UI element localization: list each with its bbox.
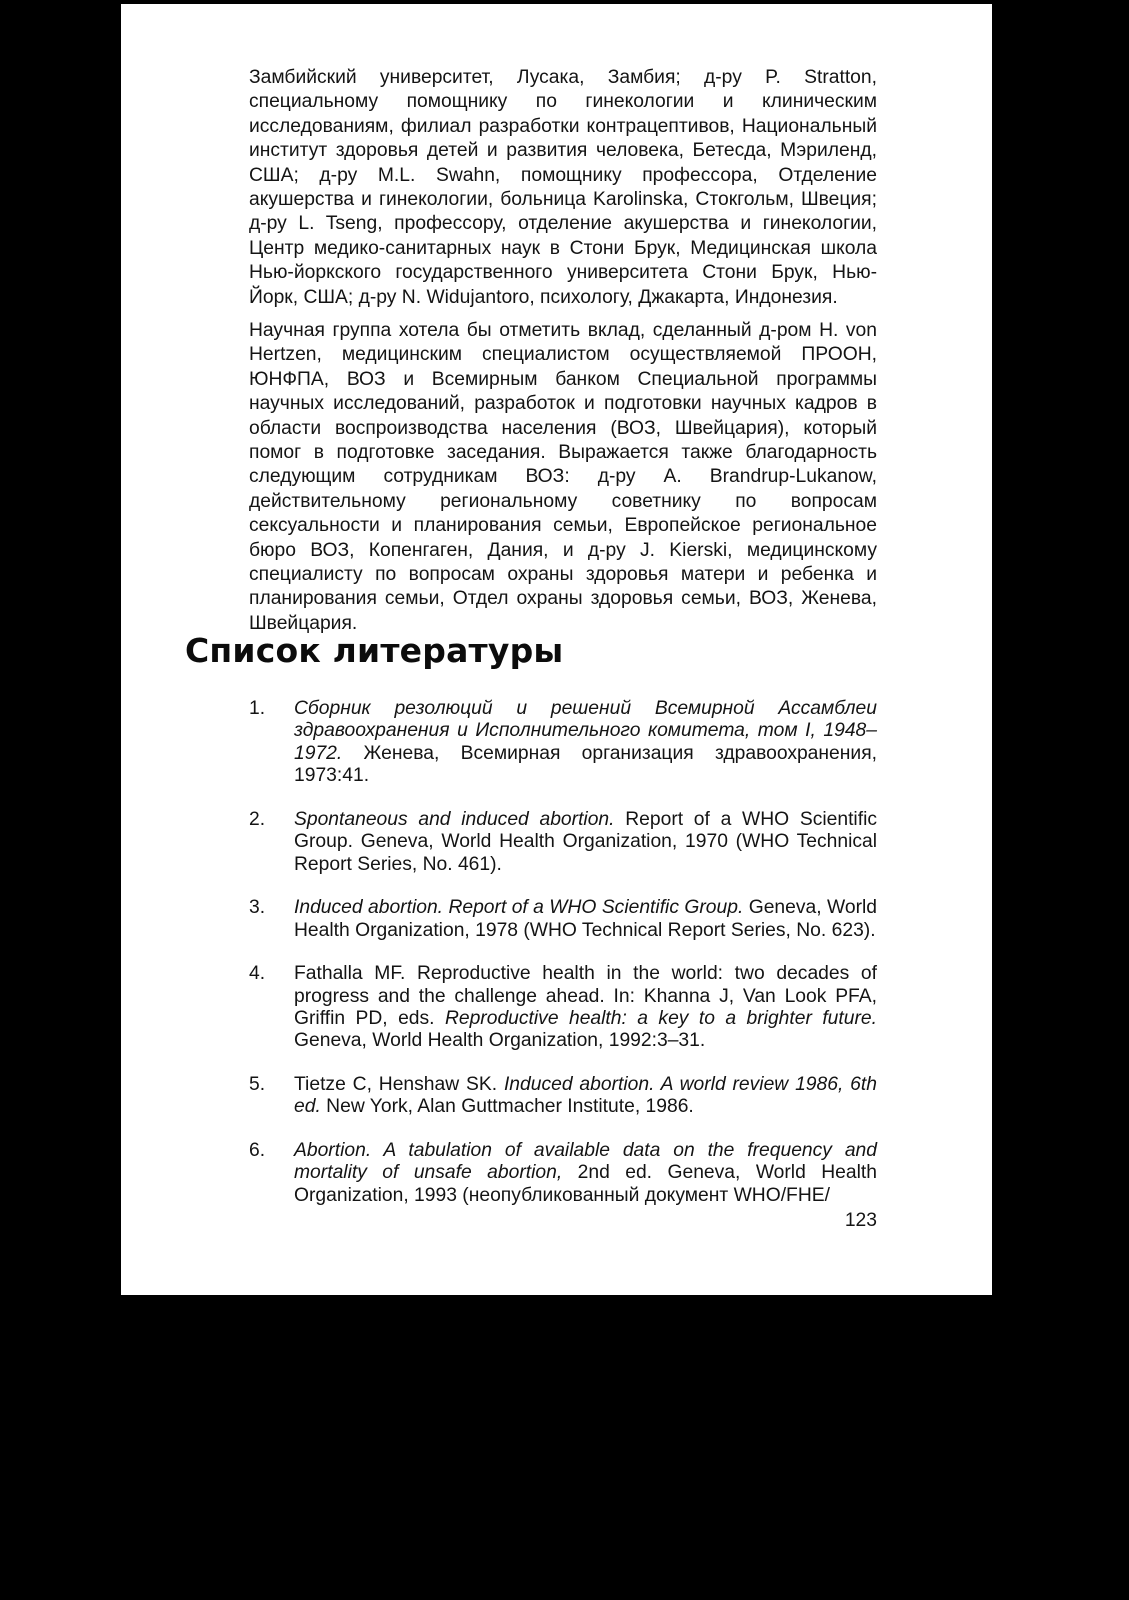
- reference-title: Spontaneous and induced abortion.: [294, 808, 615, 830]
- reference-title: Сборник резолюций и решений Всемирной Ассамблеи здравоохранения и Исполнительного комитета, том I, 1948–1972.: [294, 698, 877, 764]
- references-heading: Список литературы: [185, 631, 564, 670]
- reference-number: 1.: [249, 698, 266, 719]
- reference-title: Induced abortion. A world review 1986, 6th ed.: [294, 1074, 877, 1118]
- reference-item: [249, 1074, 877, 1119]
- reference-item: [249, 809, 877, 876]
- reference-text: Geneva, World Health Organization, 1992:3–31.: [294, 1030, 706, 1052]
- reference-title: Reproductive health: a key to a brighter future.: [444, 1008, 877, 1030]
- document-page: [121, 4, 992, 1295]
- reference-item: [249, 1140, 877, 1207]
- reference-number: 3.: [249, 897, 266, 919]
- reference-number: 5.: [249, 1074, 266, 1096]
- reference-number: 6.: [249, 1140, 266, 1162]
- acknowledgements-paragraph: Замбийский университет, Лусака, Замбия; д-ру P. Stratton, специальному помощнику по гинекологии и клиническим исследованиям, филиал разработки контрацептивов, Национальный институт здоровья детей и развития человека, Бетесда, Мэриленд, США; д-ру M.L. Swahn, помощнику профессора, Отделение акушерства и гинекологии, больница Karolinska, Стокгольм, Швеция; д-ру L. Tseng, профессору, отделение акушерства и гинекологии, Центр медико-санитарных наук в Стони Брук, Медицинская школа Нью-йоркского государственного университета Стони Брук, Нью-Йорк, США; д-ру N. Widujantoro, психологу, Джакарта, Индонезия.: [249, 67, 877, 308]
- reference-title: Induced abortion. Report of a WHO Scientific Group.: [294, 897, 744, 919]
- reference-list: [249, 698, 877, 1228]
- reference-item: [249, 698, 877, 788]
- reference-title: Abortion. A tabulation of available data on the frequency and mortality of unsafe abortion,: [294, 1140, 877, 1184]
- reference-text: Женева, Всемирная организация здравоохранения, 1973:41.: [294, 742, 877, 787]
- reference-item: [249, 963, 877, 1053]
- reference-item: [249, 897, 877, 942]
- reference-number: 2.: [249, 808, 266, 830]
- reference-text: Fathalla MF. Reproductive health in the world: two decades of progress and the challenge ahead. In: Khanna J, Van Look PFA, Griffin PD, eds.: [294, 963, 877, 1030]
- reference-text: Report of a WHO Scientific Group. Geneva, World Health Organization, 1970 (WHO Technical Report Series, No. 461).: [294, 808, 877, 875]
- reference-number: 4.: [249, 963, 266, 985]
- reference-text: 2nd ed. Geneva, World Health Organization, 1993 (неопубликованный документ WHO/FHE/: [294, 1162, 877, 1206]
- page-number: 123: [844, 1210, 877, 1231]
- acknowledgements-paragraph: Научная группа хотела бы отметить вклад, сделанный д-ром H. von Hertzen, медицинским специалистом осуществляемой ПРООН, ЮНФПА, ВОЗ и Всемирным банком Специальной программы научных исследований, разработок и подготовки научных кадров в области воспроизводства населения (ВОЗ, Швейцария), который помог в подготовке заседания. Выражается также благодарность следующим сотрудникам ВОЗ: д-ру A. Brandrup-Lukanow, действительному региональному советнику по вопросам сексуальности и планирования семьи, Европейское региональное бюро ВОЗ, Копенгаген, Дания, и д-ру J. Kierski, медицинскому специалисту по вопросам охраны здоровья матери и ребенка и планирования семьи, Отдел охраны здоровья семьи, ВОЗ, Женева, Швейцария.: [249, 320, 877, 634]
- reference-text: Tietze C, Henshaw SK.: [294, 1074, 504, 1096]
- reference-text: New York, Alan Guttmacher Institute, 1986.: [320, 1096, 694, 1118]
- reference-text: Geneva, World Health Organization, 1978 (WHO Technical Report Series, No. 623).: [294, 897, 877, 941]
